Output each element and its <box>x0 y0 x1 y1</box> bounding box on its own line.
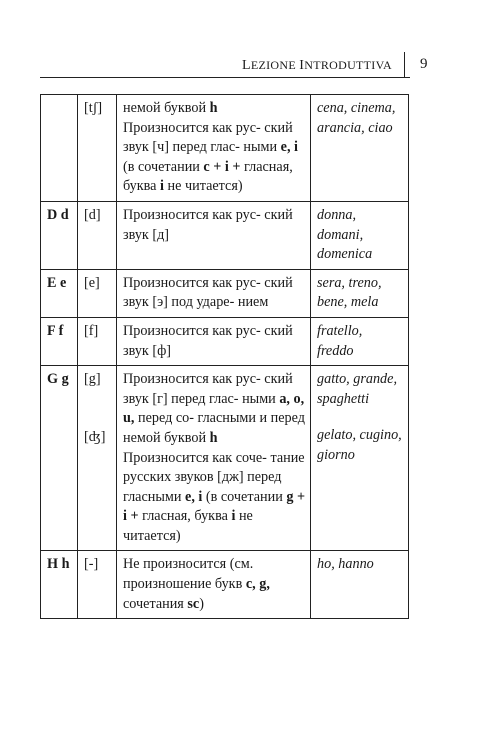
description-text: гласная, буква <box>123 158 293 195</box>
table-row <box>41 366 409 551</box>
description-cell <box>117 366 311 551</box>
ipa-cell <box>78 269 117 317</box>
letter-cell <box>41 95 78 202</box>
chapter-title-rest-1: EZIONE <box>250 58 296 72</box>
description-cell <box>117 269 311 317</box>
examples-cell <box>311 551 409 619</box>
description-text: Произносится как рус- ский звук [э] под ударе- нием <box>123 274 293 311</box>
description-text: Произносится как соче- тание русских звуков [дж] перед гласными <box>123 449 305 505</box>
table-row <box>41 551 409 619</box>
description-cell <box>117 95 311 202</box>
example-words: donna, domani, <box>317 206 364 243</box>
examples-cell <box>311 201 409 269</box>
running-header <box>40 54 440 78</box>
chapter-title <box>242 58 392 74</box>
examples-cell <box>311 95 409 202</box>
examples-cell <box>311 317 409 365</box>
chapter-title-cap-2: I <box>299 58 305 73</box>
letter-cell: D d <box>41 201 78 269</box>
chapter-title-rest-2: NTRODUTTIVA <box>304 58 392 72</box>
table-row <box>41 201 409 269</box>
example-words: bene, mela <box>317 294 379 311</box>
description-text: (в сочетании <box>123 158 204 175</box>
letter-cell: H h <box>41 551 78 619</box>
example-words <box>317 409 404 426</box>
table-row <box>41 95 409 202</box>
description-text: Произносится как рус- ский звук [д] <box>123 206 293 243</box>
ipa-symbol: [d] <box>84 206 101 223</box>
description-text: гласная, буква <box>138 508 232 525</box>
bold-letters: i <box>160 178 164 195</box>
bold-letters: h <box>209 100 218 116</box>
description-text: ) <box>199 595 204 612</box>
description-cell <box>117 201 311 269</box>
ipa-symbol: [ʤ] <box>84 428 106 445</box>
letter-cell: F f <box>41 317 78 365</box>
page-number: 9 <box>420 56 428 72</box>
example-words: freddo <box>317 342 354 359</box>
example-words: arancia, ciao <box>317 119 393 136</box>
ipa-cell <box>78 366 117 551</box>
description-text: Произносится как рус- ский звук [ф] <box>123 322 293 359</box>
examples-cell <box>311 366 409 551</box>
table-row <box>41 269 409 317</box>
alphabet-table <box>40 94 409 619</box>
bold-letters: c + i + <box>203 158 241 175</box>
alphabet-table-body <box>41 95 409 619</box>
ipa-symbol: [e] <box>84 274 100 291</box>
example-words: fratello, <box>317 322 363 339</box>
example-words: ho, hanno <box>317 556 374 573</box>
bold-letters: e, i <box>185 488 203 505</box>
bold-letters: c, g, <box>245 576 270 593</box>
example-words: domenica <box>317 246 373 263</box>
chapter-title-cap-1: L <box>241 58 251 73</box>
description-text: Не произносится (см. произношение букв <box>123 556 254 593</box>
table-row <box>41 317 409 365</box>
description-text: немой буквой <box>123 100 210 116</box>
ipa-cell <box>78 95 117 202</box>
example-words: gatto, grande, <box>317 371 397 388</box>
description-cell <box>117 551 311 619</box>
ipa-symbol: [tʃ] <box>84 100 103 116</box>
ipa-symbol <box>84 390 112 428</box>
description-text: сочетания <box>123 595 188 612</box>
header-separator <box>404 52 405 78</box>
bold-letters: e, i <box>280 139 298 156</box>
letter-cell: G g <box>41 366 78 551</box>
description-text: не читается) <box>123 508 253 544</box>
ipa-symbol: [-] <box>84 556 99 573</box>
ipa-symbol: [g] <box>84 371 101 388</box>
bold-letters: g + i + <box>123 488 306 525</box>
example-words: cena, cinema, <box>317 100 396 116</box>
examples-cell <box>311 269 409 317</box>
example-words: spaghetti <box>317 390 370 407</box>
bold-letters: h <box>209 429 218 446</box>
example-words: sera, treno, <box>317 274 382 291</box>
bold-letters: a, o, u, <box>123 390 305 427</box>
ipa-cell <box>78 551 117 619</box>
description-text: Произносится как рус- ский звук [ч] перед глас- ными <box>123 119 293 156</box>
ipa-symbol: [f] <box>84 322 99 339</box>
letter-cell: E e <box>41 269 78 317</box>
bold-letters: sc <box>187 595 200 612</box>
ipa-cell <box>78 317 117 365</box>
description-cell <box>117 317 311 365</box>
description-text: не читается) <box>163 178 243 195</box>
description-text: (в сочетании <box>202 488 287 505</box>
example-words: gelato, cugino, <box>317 427 402 444</box>
description-text: Произносится как рус- ский звук [г] перед глас- ными <box>123 371 293 407</box>
bold-letters: i <box>231 508 236 525</box>
example-words: giorno <box>317 446 355 463</box>
header-rule <box>40 77 410 78</box>
ipa-cell <box>78 201 117 269</box>
description-text: перед со- гласными и перед немой буквой <box>123 410 305 446</box>
